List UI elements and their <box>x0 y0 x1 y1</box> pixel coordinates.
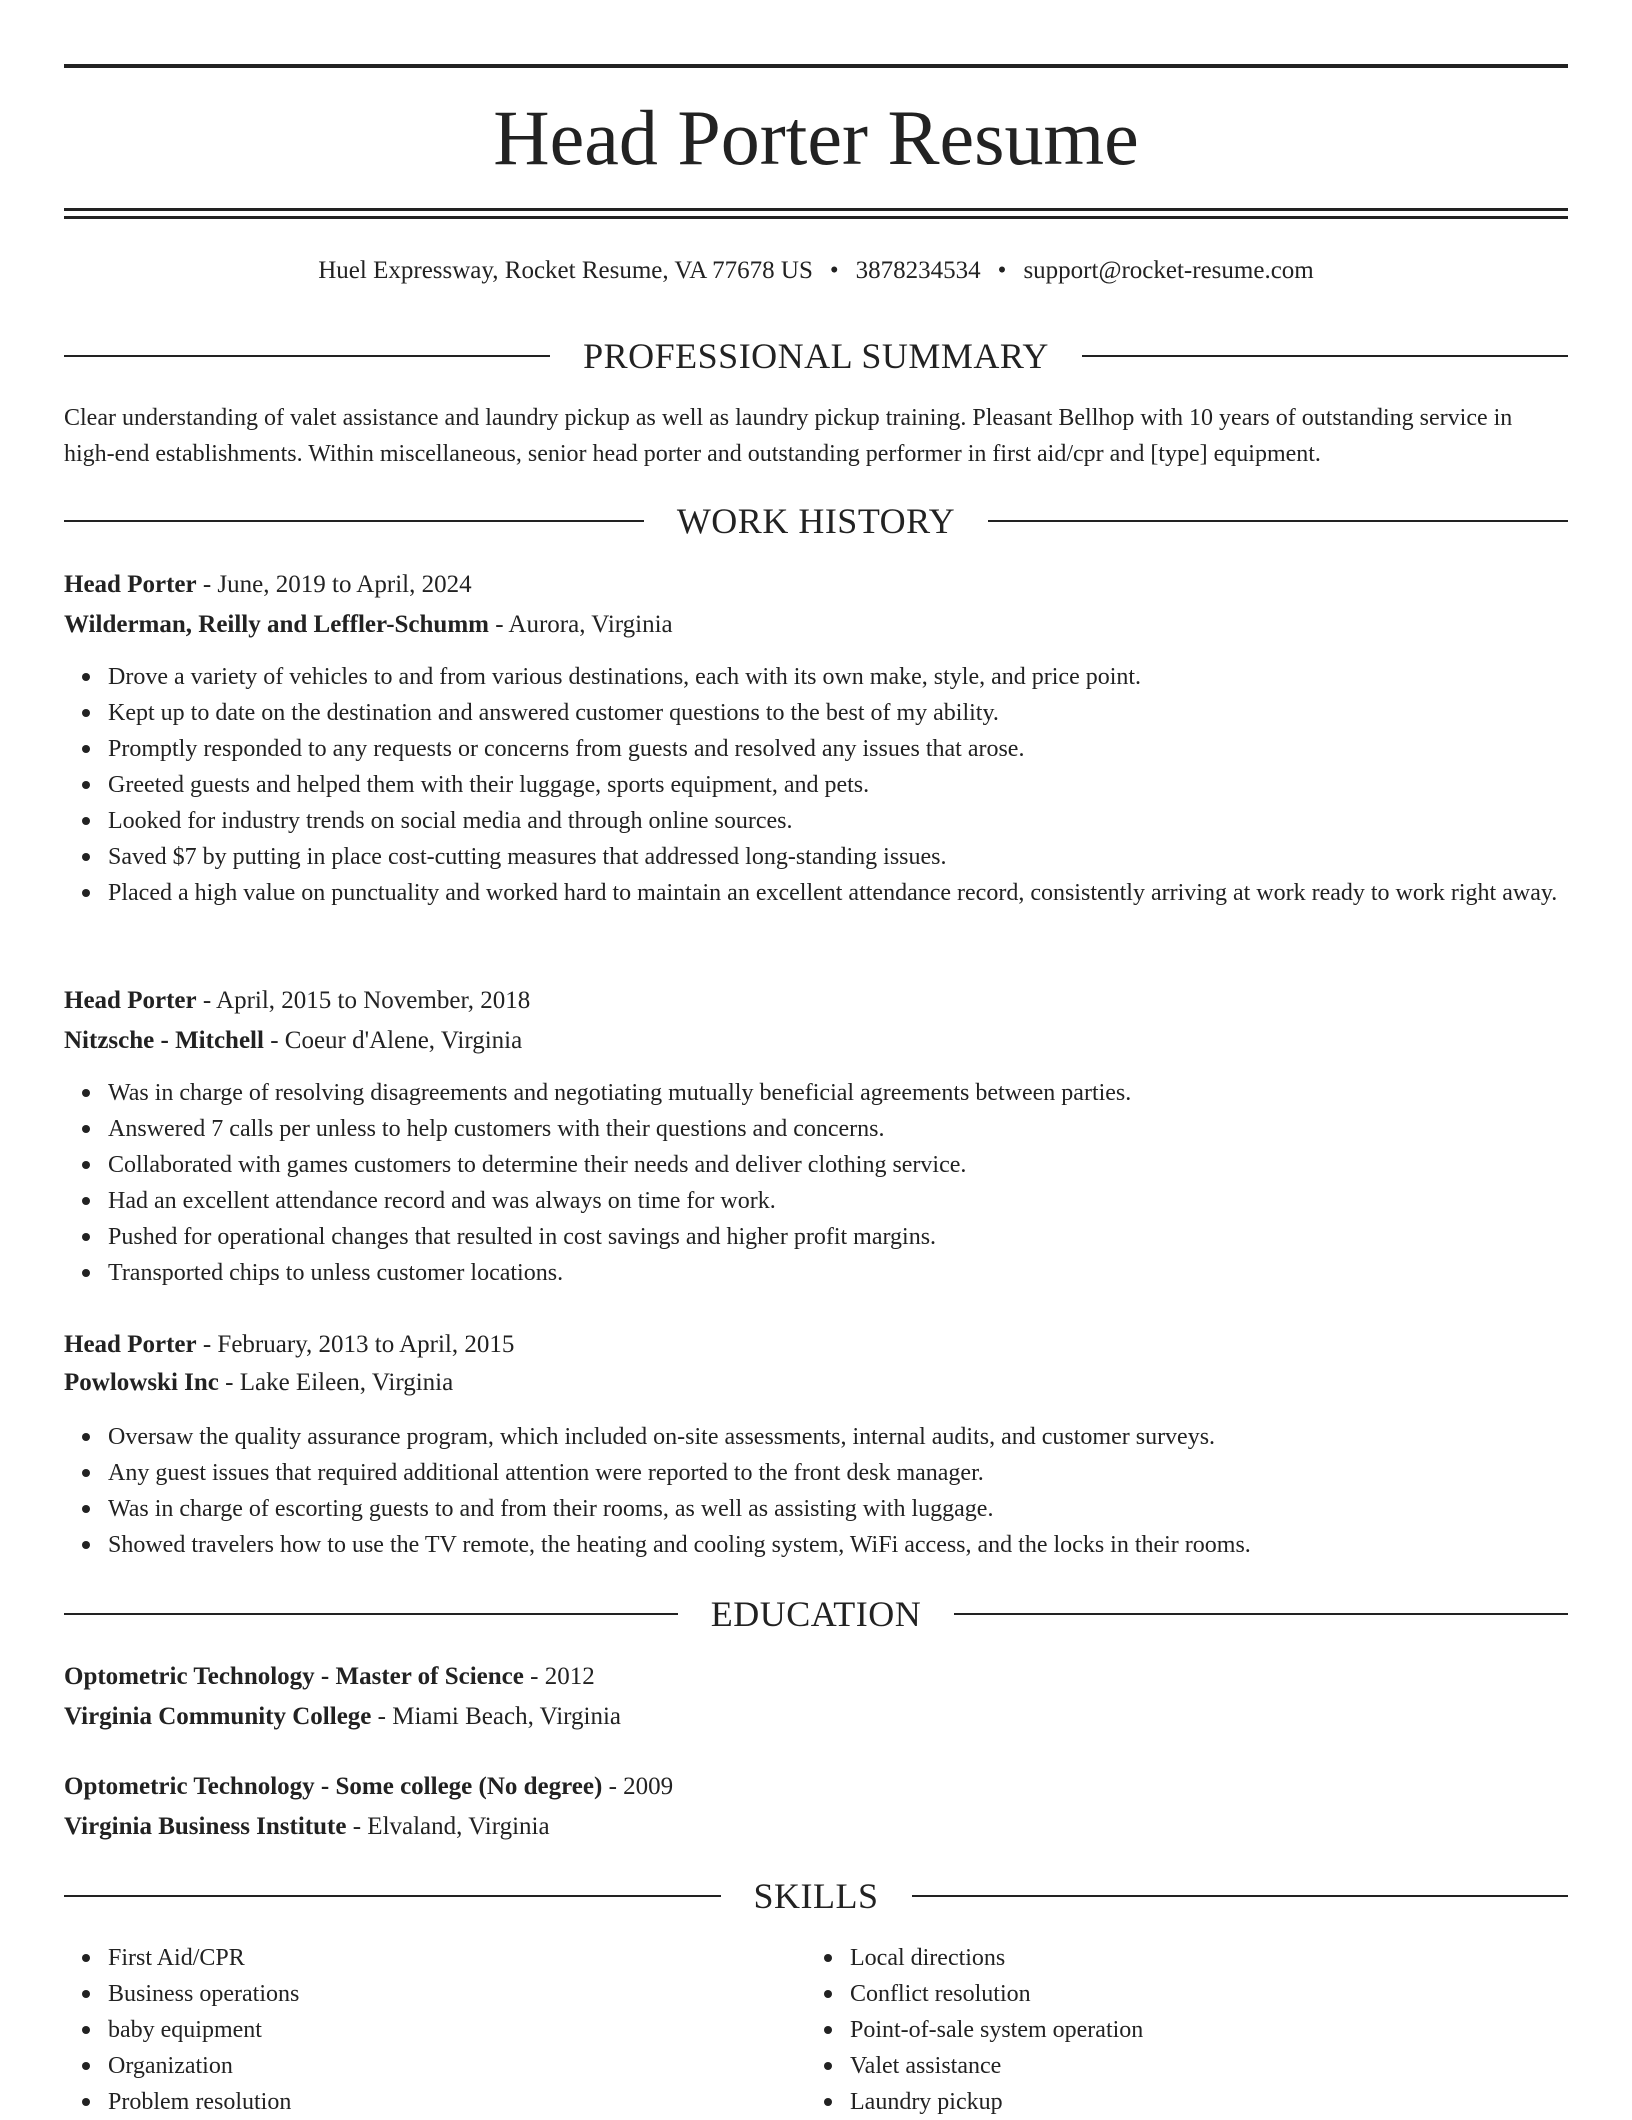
education-degree-line <box>64 1657 1568 1697</box>
heading-rule <box>988 520 1568 522</box>
education-degree: Optometric Technology - Some college (No degree) <box>64 1773 603 1800</box>
skill-item: Local directions <box>850 1940 1632 1976</box>
heading-rule <box>64 355 550 357</box>
list-item: Showed travelers how to use the TV remote, the heating and cooling system, WiFi access, and the locks in their rooms. <box>108 1527 1612 1563</box>
list-item: Drove a variety of vehicles to and from various destinations, each with its own make, style, and price point. <box>108 659 1612 695</box>
contact-separator: • <box>997 257 1007 284</box>
skill-item: Point-of-sale system operation <box>850 2012 1632 2048</box>
section-heading-education <box>64 1589 1568 1639</box>
section-heading-summary <box>64 331 1568 381</box>
section-title: PROFESSIONAL SUMMARY <box>583 336 1049 376</box>
summary-text: Clear understanding of valet assistance and laundry pickup as well as laundry pickup training. Pleasant Bellhop with 10 years of outstanding service in high-end establishments. Within miscellaneous, senior head porter and outstanding performer in first aid/cpr and [type] equipment. <box>64 405 1513 467</box>
job-title-line <box>64 1325 1568 1365</box>
education-year: - 2012 <box>523 1663 595 1690</box>
education-school: Virginia Business Institute <box>64 1813 347 1840</box>
list-item: Kept up to date on the destination and answered customer questions to the best of my ability. <box>108 695 1612 731</box>
education-degree: Optometric Technology - Master of Science <box>64 1663 524 1690</box>
education-school-line <box>64 1807 1568 1847</box>
contact-phone: 3878234534 <box>855 257 981 284</box>
list-item: Answered 7 calls per unless to help customers with their questions and concerns. <box>108 1111 1612 1147</box>
job-location: - Coeur d'Alene, Virginia <box>263 1027 523 1054</box>
skill-item: Problem resolution <box>108 2084 1612 2120</box>
job-location: - Lake Eileen, Virginia <box>218 1369 454 1396</box>
list-item: Pushed for operational changes that resulted in cost savings and higher profit margins. <box>108 1219 1612 1255</box>
list-item: Collaborated with games customers to determine their needs and deliver clothing service. <box>108 1147 1612 1183</box>
contact-address: Huel Expressway, Rocket Resume, VA 77678 US <box>318 257 813 284</box>
skill-item: Valet assistance <box>850 2048 1632 2084</box>
section-title: WORK HISTORY <box>676 501 956 541</box>
job-dates: - April, 2015 to November, 2018 <box>196 987 531 1014</box>
job-title-line <box>64 981 1568 1021</box>
skill-item: Organization <box>108 2048 1612 2084</box>
resume-title: Head Porter Resume <box>493 94 1139 181</box>
top-rule <box>64 64 1568 68</box>
list-item: Transported chips to unless customer locations. <box>108 1255 1612 1291</box>
job-dates: - February, 2013 to April, 2015 <box>196 1331 515 1358</box>
education-year: - 2009 <box>602 1773 674 1800</box>
contact-separator: • <box>829 257 839 284</box>
skills-list-right <box>806 1940 1632 2120</box>
job-company-line <box>64 1021 1568 1061</box>
list-item: Was in charge of escorting guests to and from their rooms, as well as assisting with luggage. <box>108 1491 1612 1527</box>
list-item: Oversaw the quality assurance program, which included on-site assessments, internal audits, and customer surveys. <box>108 1419 1612 1455</box>
job-dates: - June, 2019 to April, 2024 <box>196 571 472 598</box>
education-degree-line <box>64 1767 1568 1807</box>
heading-rule <box>912 1895 1569 1897</box>
skill-item: baby equipment <box>108 2012 1612 2048</box>
section-title: SKILLS <box>753 1876 879 1916</box>
section-heading-work-history <box>64 496 1568 546</box>
job-company: Nitzsche - Mitchell <box>64 1027 264 1054</box>
list-item: Promptly responded to any requests or concerns from guests and resolved any issues that arose. <box>108 731 1612 767</box>
job-title-line <box>64 565 1568 605</box>
heading-rule <box>64 1895 721 1897</box>
job-company-line <box>64 1363 1568 1403</box>
contact-email: support@rocket-resume.com <box>1023 257 1314 284</box>
section-heading-skills <box>64 1871 1568 1921</box>
skill-item: Laundry pickup <box>850 2084 1632 2120</box>
list-item: Placed a high value on punctuality and worked hard to maintain an excellent attendance record, consistently arriving at work ready to work right away. <box>108 875 1612 911</box>
list-item: Was in charge of resolving disagreements and negotiating mutually beneficial agreements between parties. <box>108 1075 1612 1111</box>
list-item: Saved $7 by putting in place cost-cutting measures that addressed long-standing issues. <box>108 839 1612 875</box>
job-title: Head Porter <box>64 987 197 1014</box>
job-title: Head Porter <box>64 1331 197 1358</box>
list-item: Any guest issues that required additional attention were reported to the front desk manager. <box>108 1455 1612 1491</box>
education-school: Virginia Community College <box>64 1703 372 1730</box>
list-item: Looked for industry trends on social media and through online sources. <box>108 803 1612 839</box>
title-double-rule-upper <box>64 208 1568 211</box>
job-bullets <box>64 659 1612 911</box>
job-location: - Aurora, Virginia <box>488 611 673 638</box>
education-location: - Elvaland, Virginia <box>346 1813 550 1840</box>
heading-rule <box>64 520 644 522</box>
heading-rule <box>64 1613 678 1615</box>
list-item: Greeted guests and helped them with their luggage, sports equipment, and pets. <box>108 767 1612 803</box>
job-company: Powlowski Inc <box>64 1369 219 1396</box>
job-bullets <box>64 1075 1612 1291</box>
section-title: EDUCATION <box>710 1594 922 1634</box>
skill-item: First Aid/CPR <box>108 1940 1612 1976</box>
job-bullets <box>64 1419 1612 1563</box>
heading-rule <box>954 1613 1568 1615</box>
title-double-rule-lower <box>64 216 1568 219</box>
job-title: Head Porter <box>64 571 197 598</box>
education-school-line <box>64 1697 1568 1737</box>
skill-item: Conflict resolution <box>850 1976 1632 2012</box>
job-company-line <box>64 605 1568 645</box>
contact-line <box>0 252 1632 290</box>
job-company: Wilderman, Reilly and Leffler-Schumm <box>64 611 489 638</box>
list-item: Had an excellent attendance record and was always on time for work. <box>108 1183 1612 1219</box>
skill-item: Business operations <box>108 1976 1612 2012</box>
heading-rule <box>1082 355 1568 357</box>
education-location: - Miami Beach, Virginia <box>371 1703 621 1730</box>
